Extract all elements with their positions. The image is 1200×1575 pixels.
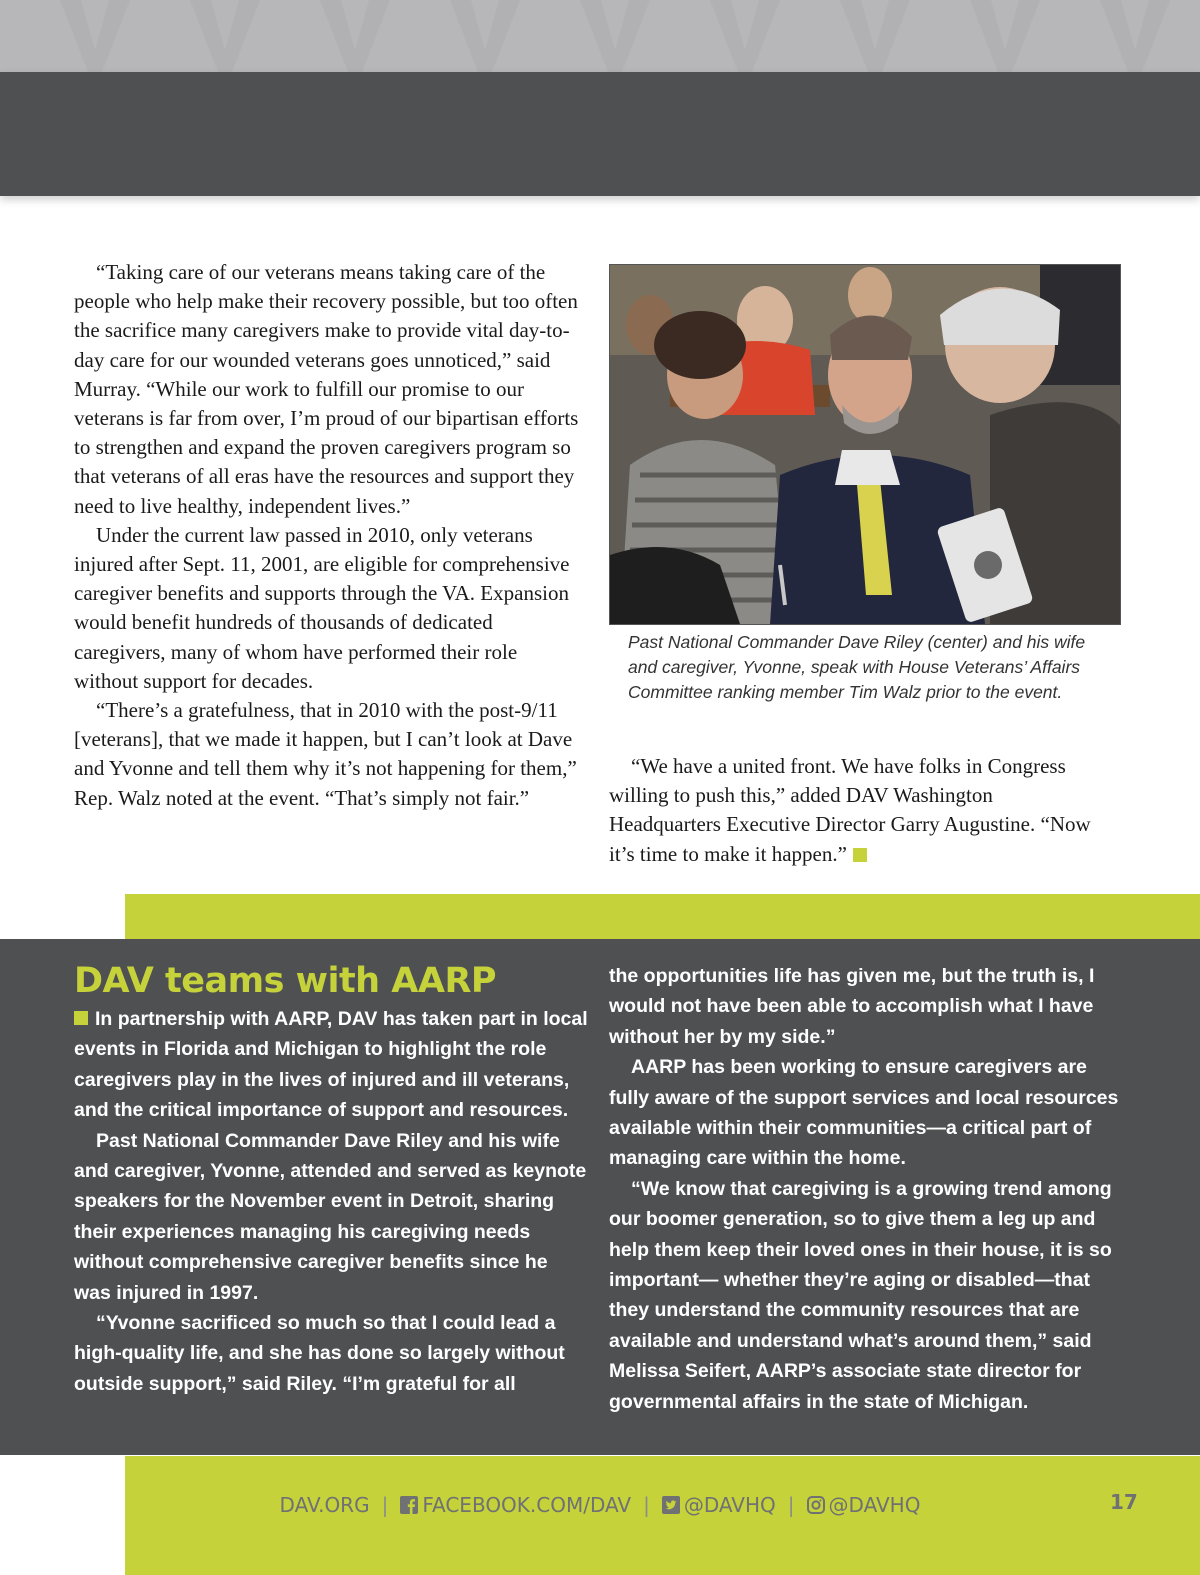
website-link[interactable]: DAV.ORG — [279, 1493, 370, 1517]
sidebar-paragraph — [74, 1004, 589, 1126]
facebook-label: FACEBOOK.COM/DAV — [422, 1493, 632, 1517]
sidebar-title: DAV teams with AARP — [74, 961, 497, 1001]
sidebar-right-column — [609, 961, 1119, 1417]
sidebar-paragraph: Past National Commander Dave Riley and his wife and caregiver, Yvonne, attended and served as keynote speakers for the November event in Detroit, sharing their experiences managing his caregiving needs without comprehensive caregiver benefits since he was injured in 1997. — [74, 1129, 587, 1304]
sidebar-paragraph: “Yvonne sacrificed so much so that I could lead a high-quality life, and she has done so largely without outside support,” said Riley. “I’m grateful for all — [74, 1312, 565, 1395]
photo-caption: Past National Commander Dave Riley (center) and his wife and caregiver, Yvonne, speak with House Veterans’ Affairs Committee ranking member Tim Walz prior to the event. — [628, 632, 1086, 702]
twitter-icon — [662, 1496, 680, 1514]
article-paragraph: “Taking care of our veterans means taking care of the people who help make their recovery possible, but too often the sacrifice many caregivers make to provide vital day-to-day care for our wounded veterans goes unnoticed,” said Murray. “While our work to fulfill our promise to our veterans is far from over, I’m proud of our bipartisan efforts to strengthen and expand the proven caregivers program so that veterans of all eras have the resources and support they need to live healthy, independent lives.” — [74, 260, 579, 518]
footer-separator: | — [381, 1493, 389, 1517]
sidebar-paragraph: the opportunities life has given me, but the truth is, I would not have been able to accomplish what I have without her by my side.” — [609, 965, 1095, 1048]
article-paragraph-text: “We have a united front. We have folks in Congress willing to push this,” added DAV Washington Headquarters Executive Director Garry Augustine. “Now it’s time to make it happen.” — [609, 754, 1091, 866]
header-bar — [0, 72, 1200, 196]
article-right-column — [609, 752, 1109, 869]
twitter-link[interactable] — [662, 1493, 776, 1517]
instagram-link[interactable] — [807, 1493, 921, 1517]
sidebar-accent-strip — [125, 894, 1200, 939]
article-paragraph — [609, 752, 1109, 869]
top-decorative-band — [0, 0, 1200, 72]
page-number: 17 — [1110, 1490, 1138, 1514]
event-photo — [609, 264, 1121, 625]
instagram-label: @DAVHQ — [828, 1493, 921, 1517]
facebook-icon — [400, 1496, 418, 1514]
sidebar-paragraph-text: In partnership with AARP, DAV has taken part in local events in Florida and Michigan to highlight the role caregivers play in the lives of injured and ill veterans, and the critical importance of support and resources. — [74, 1008, 588, 1122]
footer-separator: | — [787, 1493, 795, 1517]
end-mark-icon — [853, 848, 867, 862]
sidebar-paragraph: “We know that caregiving is a growing trend among our boomer generation, so to give them a leg up and help them keep their loved ones in their house, it is so important— whether they’re aging or disabled—that they understand the community resources that are available and understand what’s around them,” said Melissa Seifert, AARP’s associate state director for governmental affairs in the state of Michigan. — [609, 1177, 1112, 1413]
facebook-link[interactable] — [400, 1493, 631, 1517]
lead-mark-icon — [74, 1011, 88, 1025]
instagram-icon — [807, 1496, 825, 1514]
sidebar-paragraph: AARP has been working to ensure caregivers are fully aware of the support services and local resources available within their communities—a critical part of managing care within the home. — [609, 1056, 1119, 1170]
article-paragraph: “There’s a gratefulness, that in 2010 with the post-9/11 [veterans], that we made it happen, but I can’t look at Dave and Yvonne and tell them why it’s not happening for them,” Rep. Walz noted at the event. “That’s simply not fair.” — [74, 698, 577, 810]
sidebar-left-column — [74, 1004, 589, 1399]
article-paragraph: Under the current law passed in 2010, only veterans injured after Sept. 11, 2001, are eligible for comprehensive caregiver benefits and supports through the VA. Expansion would benefit hundreds of thousands of dedicated caregivers, many of whom have performed their role without support for decades. — [74, 522, 570, 693]
article-left-column — [74, 258, 584, 813]
twitter-label: @DAVHQ — [683, 1493, 776, 1517]
footer-separator: | — [643, 1493, 650, 1517]
footer-links — [0, 1490, 1200, 1520]
